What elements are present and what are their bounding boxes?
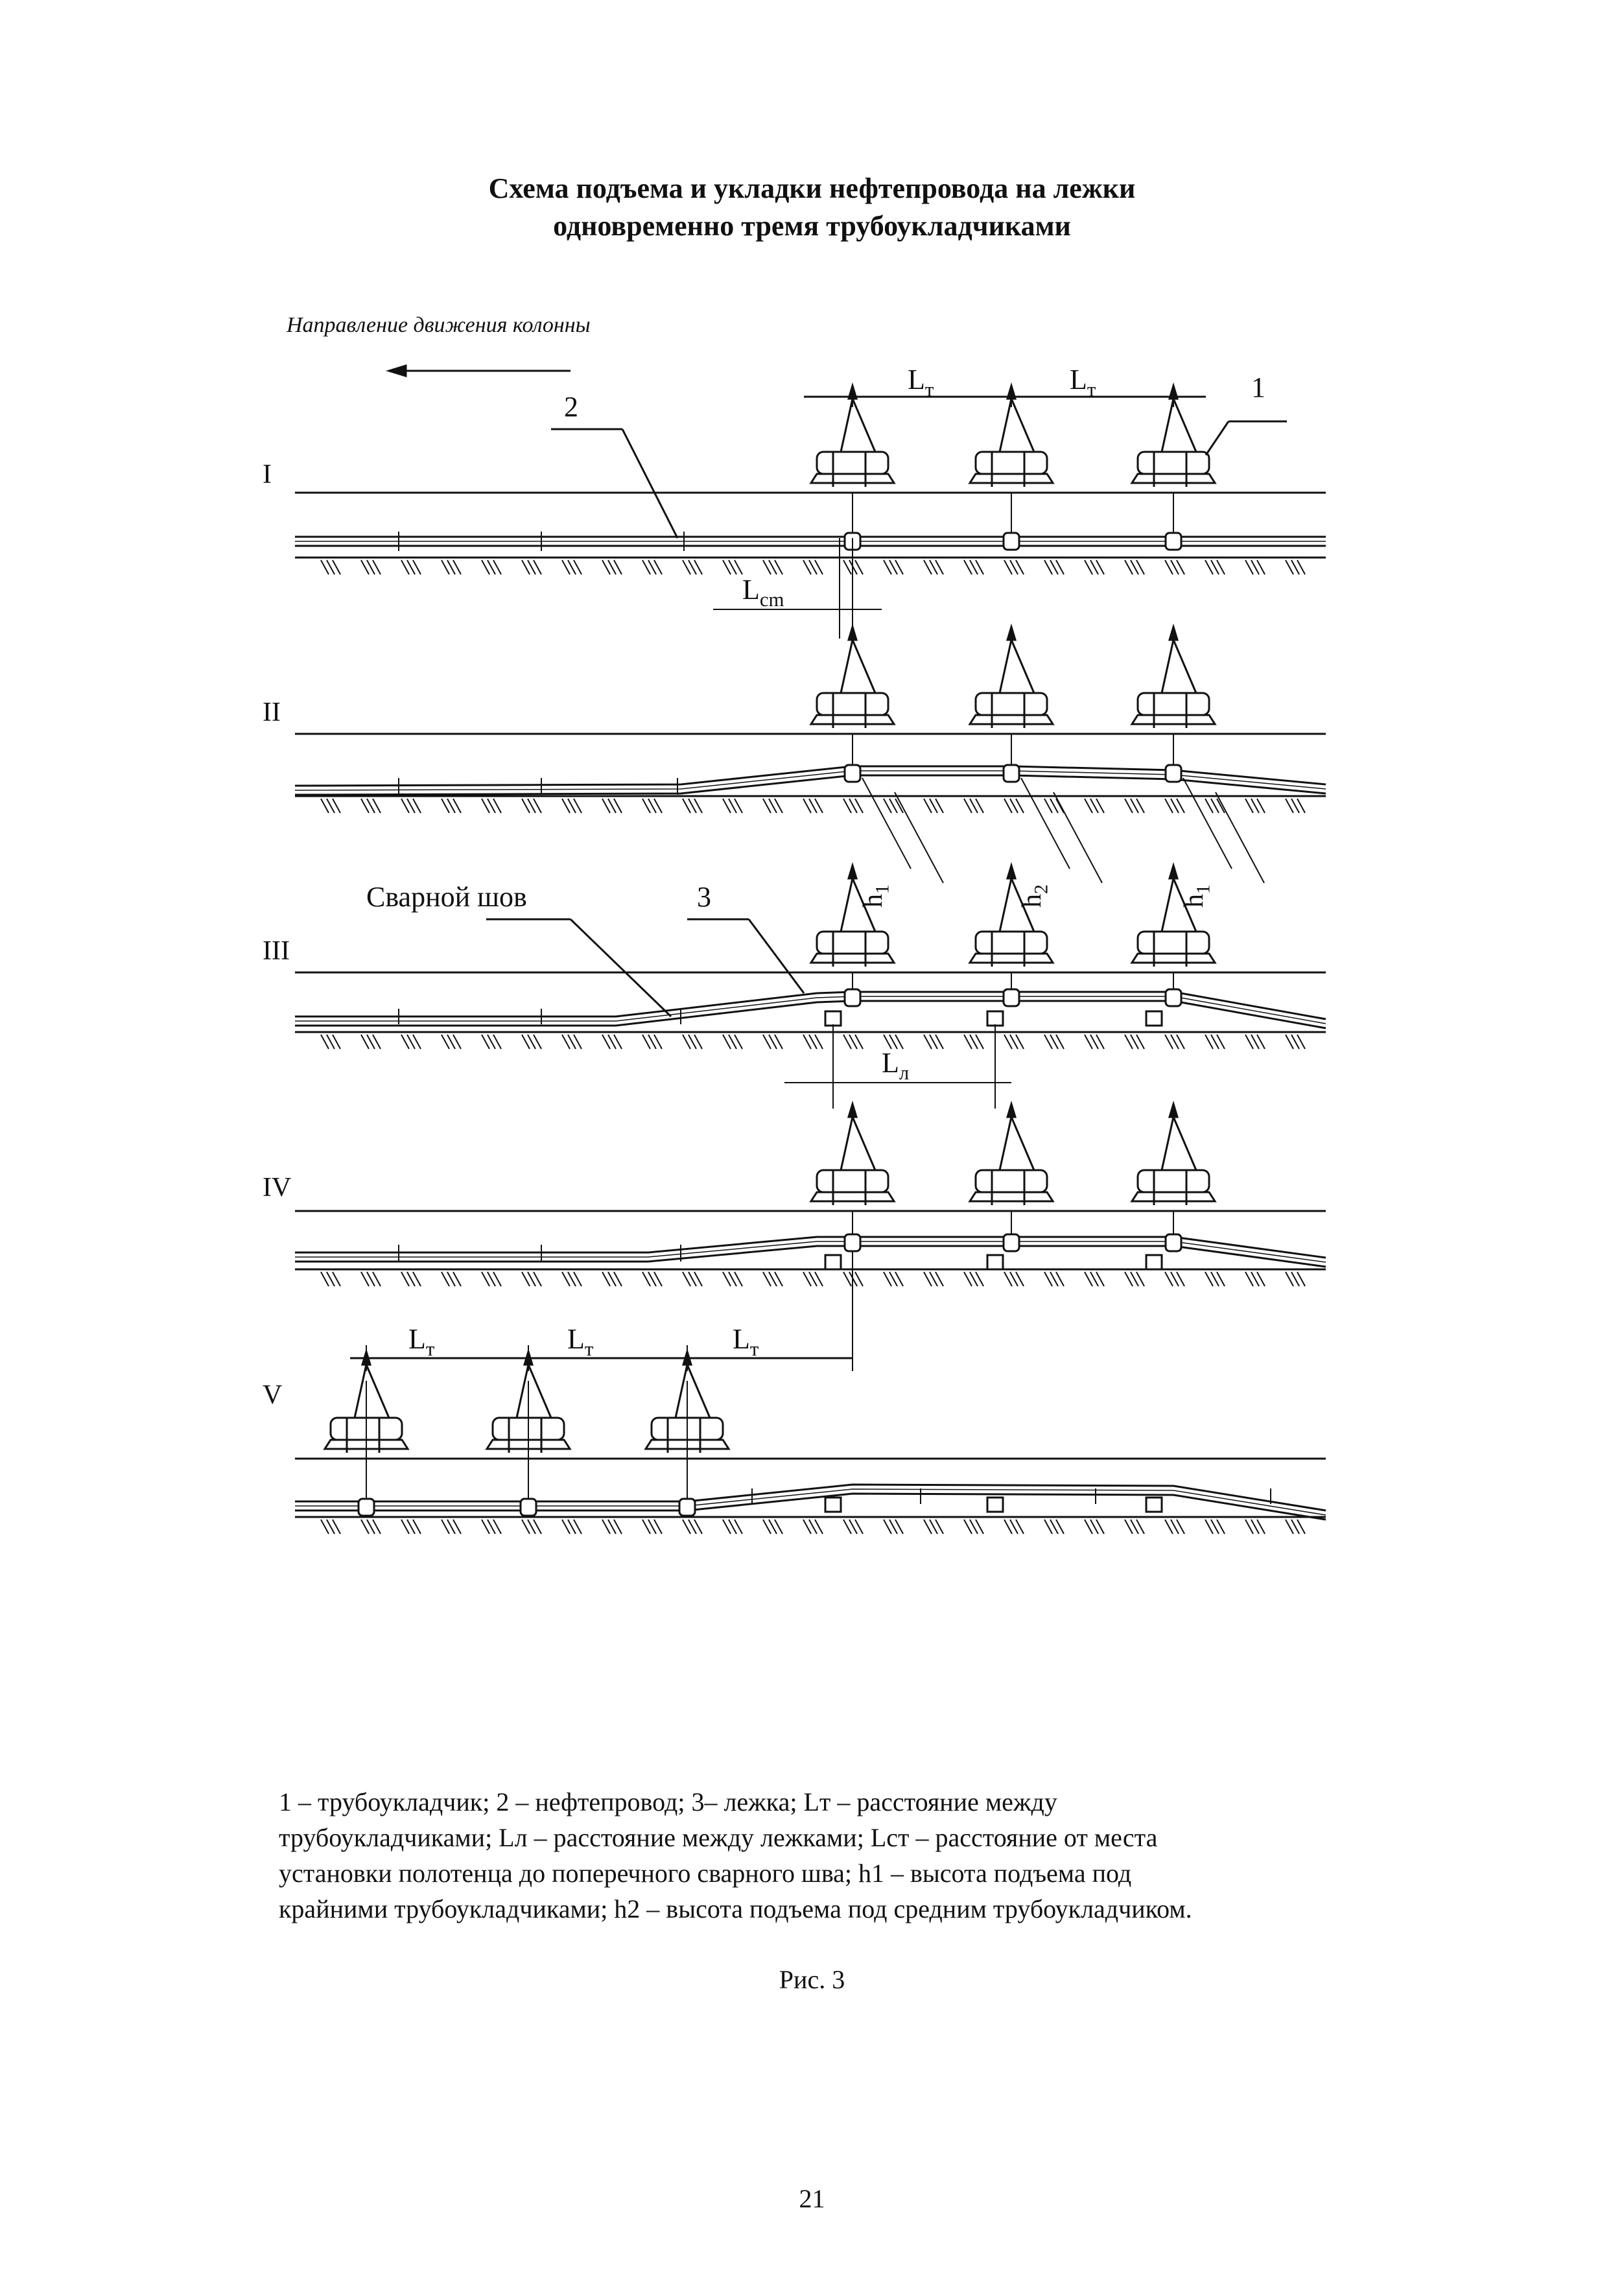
pipelayer-boom — [841, 1117, 853, 1170]
pipelayer-boom — [853, 399, 875, 452]
label-ll: $L_л$ — [882, 1047, 910, 1084]
pipelayer-hook — [849, 627, 856, 640]
pipelayer-cab — [817, 452, 888, 474]
pipe-joint — [845, 989, 860, 1006]
pipe-joint — [845, 765, 860, 782]
support-block — [987, 1011, 1003, 1026]
pipelayer-boom — [687, 1365, 710, 1418]
pipelayer-track — [811, 474, 894, 483]
pipelayer-track — [1132, 954, 1215, 963]
pipelayer-hook — [683, 1352, 691, 1365]
pipelayer-boom — [1000, 878, 1011, 932]
pipelayer-boom — [1173, 1117, 1196, 1170]
pipelayer-row-II-3 — [1132, 627, 1215, 728]
callout-2: 2 — [564, 391, 578, 423]
row-numeral-IV: IV — [263, 1173, 292, 1203]
pipelayer-cab — [1138, 693, 1209, 715]
pipelayer-boom — [528, 1365, 551, 1418]
pipelayer-hook — [1170, 865, 1177, 878]
pipelayer-cab — [976, 452, 1047, 474]
callout-3: 3 — [697, 881, 711, 913]
direction-label: Направление движения колонны — [287, 313, 591, 337]
pipelayer-cab — [976, 932, 1047, 954]
pipelayer-boom — [841, 399, 853, 452]
pipe-joint — [1004, 989, 1019, 1006]
pipelayer-boom — [1162, 640, 1173, 693]
pipelayer-boom — [1011, 640, 1034, 693]
row-numeral-I: I — [263, 460, 272, 489]
pipelayer-boom — [1000, 399, 1011, 452]
pipelayer-cab — [976, 693, 1047, 715]
pipelayer-boom — [1162, 878, 1173, 932]
row-numeral-V: V — [263, 1380, 283, 1410]
pipe-joint — [1166, 533, 1181, 550]
pipelayer-cab — [817, 1170, 888, 1192]
dimension-line-h — [895, 792, 943, 883]
support-block — [825, 1011, 841, 1026]
pipelayer-cab — [976, 1170, 1047, 1192]
callout-1: 1 — [1251, 371, 1265, 403]
pipelayer-track — [970, 1192, 1053, 1201]
pipelayer-track — [811, 954, 894, 963]
legend — [279, 1784, 1381, 1927]
legend-line-1: 1 – трубоукладчик; 2 – нефтепровод; 3– лежка; Lт – расстояние между — [279, 1787, 1057, 1816]
callout-weld: Сварной шов — [366, 881, 527, 913]
pipeline-row-V-lower — [295, 1494, 1326, 1520]
pipe-joint — [1166, 989, 1181, 1006]
pipelayer-row-IV-3 — [1132, 1104, 1215, 1205]
callout-leader-weld-b — [571, 919, 671, 1017]
dimension-line-h — [1216, 792, 1264, 883]
pipelayer-boom — [1162, 399, 1173, 452]
pipelayer-row-IV-1 — [811, 1104, 894, 1205]
pipe-joint — [1004, 1234, 1019, 1251]
pipelayer-row-III-2 — [970, 865, 1053, 967]
pipelayer-boom — [853, 1117, 875, 1170]
pipelayer-cab — [817, 932, 888, 954]
pipelayer-cab — [817, 693, 888, 715]
label-h-1: $h_1$ — [858, 884, 893, 908]
pipelayer-boom — [1173, 640, 1196, 693]
pipelayer-hook — [849, 865, 856, 878]
pipelayer-hook — [362, 1352, 370, 1365]
pipelayer-boom — [517, 1365, 528, 1418]
pipelayer-track — [1132, 474, 1215, 483]
pipelayer-boom — [841, 640, 853, 693]
pipelayer-cab — [1138, 452, 1209, 474]
pipe-joint — [679, 1499, 695, 1516]
pipelayer-hook — [1007, 865, 1015, 878]
pipelayer-boom — [853, 640, 875, 693]
label-h-3: $h_1$ — [1179, 884, 1214, 908]
dimension-line-h — [862, 778, 911, 869]
direction-arrow-head — [389, 366, 406, 376]
pipelayer-hook — [1170, 1104, 1177, 1117]
pipelayer-hook — [524, 1352, 532, 1365]
support-block — [1146, 1255, 1162, 1269]
pipelayer-hook — [1170, 627, 1177, 640]
label-h-2: $h_2$ — [1017, 884, 1052, 908]
pipelayer-row-II-2 — [970, 627, 1053, 728]
pipelayer-boom — [355, 1365, 366, 1418]
pipelayer-hook — [849, 1104, 856, 1117]
pipelayer-cab — [1138, 932, 1209, 954]
pipe-joint — [845, 1234, 860, 1251]
support-block — [1146, 1011, 1162, 1026]
figure-caption: Рис. 3 — [779, 1965, 845, 1994]
pipelayer-boom — [1173, 399, 1196, 452]
pipelayer-track — [811, 1192, 894, 1201]
support-block — [825, 1255, 841, 1269]
pipe-joint — [359, 1499, 374, 1516]
pipelayer-boom — [1162, 1117, 1173, 1170]
support-block — [825, 1498, 841, 1512]
support-block — [987, 1255, 1003, 1269]
pipelayer-boom — [1011, 399, 1034, 452]
pipelayer-row-III-3 — [1132, 865, 1215, 967]
legend-line-4: крайними трубоукладчиками; h2 – высота подъема под средним трубоукладчиком. — [279, 1894, 1192, 1923]
title-line-1: Схема подъема и укладки нефтепровода на лежки — [488, 172, 1136, 204]
pipelayer-cab — [1138, 1170, 1209, 1192]
pipelayer-track — [1132, 715, 1215, 724]
title-line-2: одновременно тремя трубоукладчиками — [553, 210, 1071, 242]
pipe-joint — [1166, 1234, 1181, 1251]
pipelayer-row-III-1 — [811, 865, 894, 967]
page-number: 21 — [799, 2184, 825, 2213]
dimension-line-h — [1183, 778, 1232, 869]
label-lt-2: $L_т$ — [1070, 364, 1096, 401]
pipe-joint — [1004, 533, 1019, 550]
pipelayer-track — [970, 954, 1053, 963]
row-numeral-III: III — [263, 936, 290, 966]
support-block — [1146, 1498, 1162, 1512]
callout-leader-1b — [1206, 421, 1229, 455]
callout-leader-3b — [749, 919, 804, 993]
pipelayer-track — [1132, 1192, 1215, 1201]
pipe-joint — [1004, 765, 1019, 782]
pipelayer-boom — [366, 1365, 389, 1418]
label-lt-4: $L_т$ — [567, 1323, 594, 1360]
pipe-joint — [521, 1499, 536, 1516]
label-lt-1: $L_т$ — [908, 364, 934, 401]
pipelayer-hook — [1007, 627, 1015, 640]
pipelayer-boom — [1011, 1117, 1034, 1170]
legend-line-3: установки полотенца до поперечного сварного шва; h1 – высота подъема под — [279, 1859, 1132, 1888]
dimension-line-h — [1021, 778, 1070, 869]
row-numeral-II: II — [263, 698, 281, 727]
label-lst: $L_{cm}$ — [742, 574, 784, 611]
pipe-joint — [1166, 765, 1181, 782]
pipelayer-boom — [841, 878, 853, 932]
support-block — [987, 1498, 1003, 1512]
callout-leader-2b — [622, 429, 677, 538]
pipelayer-boom — [1000, 640, 1011, 693]
pipelayer-boom — [676, 1365, 687, 1418]
pipelayer-track — [970, 715, 1053, 724]
pipelayer-track — [970, 474, 1053, 483]
label-lt-3: $L_т$ — [408, 1323, 435, 1360]
pipelayer-hook — [1007, 1104, 1015, 1117]
legend-line-2: трубоукладчиками; Lл – расстояние между лежками; Lст – расстояние от места — [279, 1823, 1158, 1852]
pipelayer-track — [811, 715, 894, 724]
pipelayer-row-IV-2 — [970, 1104, 1053, 1205]
pipelayer-row-II-1 — [811, 627, 894, 728]
label-lt-5: $L_т$ — [733, 1323, 759, 1360]
pipelayer-boom — [1000, 1117, 1011, 1170]
